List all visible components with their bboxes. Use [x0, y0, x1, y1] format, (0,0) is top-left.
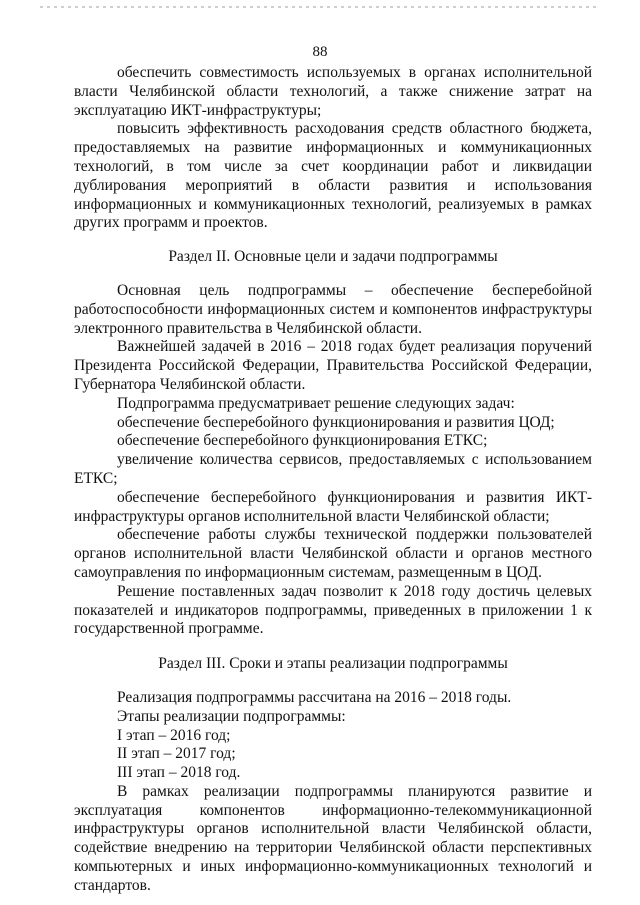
section-heading: Раздел II. Основные цели и задачи подпрограммы [168, 248, 498, 266]
paragraph: Реализация подпрограммы рассчитана на 2016 – 2018 годы. [117, 688, 512, 706]
list-item: обеспечение бесперебойного функционирования и развития ИКТ-инфраструктуры органов исполнительной власти Челябинской области; [74, 488, 592, 525]
scan-artifact-line [40, 6, 600, 8]
list-item: обеспечение работы службы технической поддержки пользователей органов исполнительной власти Челябинской области и органов местного самоуправления по информационным системам, размещенным в ЦОД. [74, 526, 592, 581]
list-item: обеспечение бесперебойного функционирования и развития ЦОД; [117, 413, 555, 431]
page-number: 88 [312, 44, 328, 60]
list-item: увеличение количества сервисов, предоставляемых с использованием ЕТКС; [74, 451, 592, 487]
paragraph: Этапы реализации подпрограммы: [117, 707, 346, 725]
paragraph: Подпрограмма предусматривает решение следующих задач: [117, 394, 515, 412]
list-item: II этап – 2017 год; [117, 745, 236, 763]
list-item: I этап – 2016 год; [117, 726, 231, 744]
list-item: III этап – 2018 год. [117, 764, 241, 782]
paragraph: обеспечить совместимость используемых в органах исполнительной власти Челябинской области технологий, а также снижение затрат на эксплуатацию ИКТ-инфраструктуры; [74, 64, 592, 119]
document-body [74, 64, 592, 896]
paragraph: повысить эффективность расходования средств областного бюджета, предоставляемых на развитие информационных и коммуникационных технологий, в том числе за счет координации работ и ликвидации дублирования мероприятий в области развития и использования информационных и коммуникационных технологий, реализуемых в рамках других программ и проектов. [74, 120, 592, 232]
paragraph: Решение поставленных задач позволит к 2018 году достичь целевых показателей и индикаторов подпрограммы, приведенных в приложении 1 к государственной программе. [74, 582, 592, 638]
paragraph: Важнейшей задачей в 2016 – 2018 годах будет реализация поручений Президента Российской Федерации, Правительства Российской Федерации, Губернатора Челябинской области. [74, 338, 592, 393]
paragraph: Основная цель подпрограммы – обеспечение бесперебойной работоспособности информационных систем и компонентов инфраструктуры электронного правительства в Челябинской области. [74, 281, 592, 337]
section-heading: Раздел III. Сроки и этапы реализации подпрограммы [158, 655, 508, 673]
list-item: обеспечение бесперебойного функционирования ЕТКС; [117, 432, 488, 450]
paragraph: В рамках реализации подпрограммы планируются развитие и эксплуатация компонентов информационно-телекоммуникационной инфраструктуры органов исполнительной власти Челябинской области, содействие внедрению на территории Челябинской области перспективных компьютерных и иных информационно-коммуникационных технологий и стандартов. [74, 782, 592, 894]
